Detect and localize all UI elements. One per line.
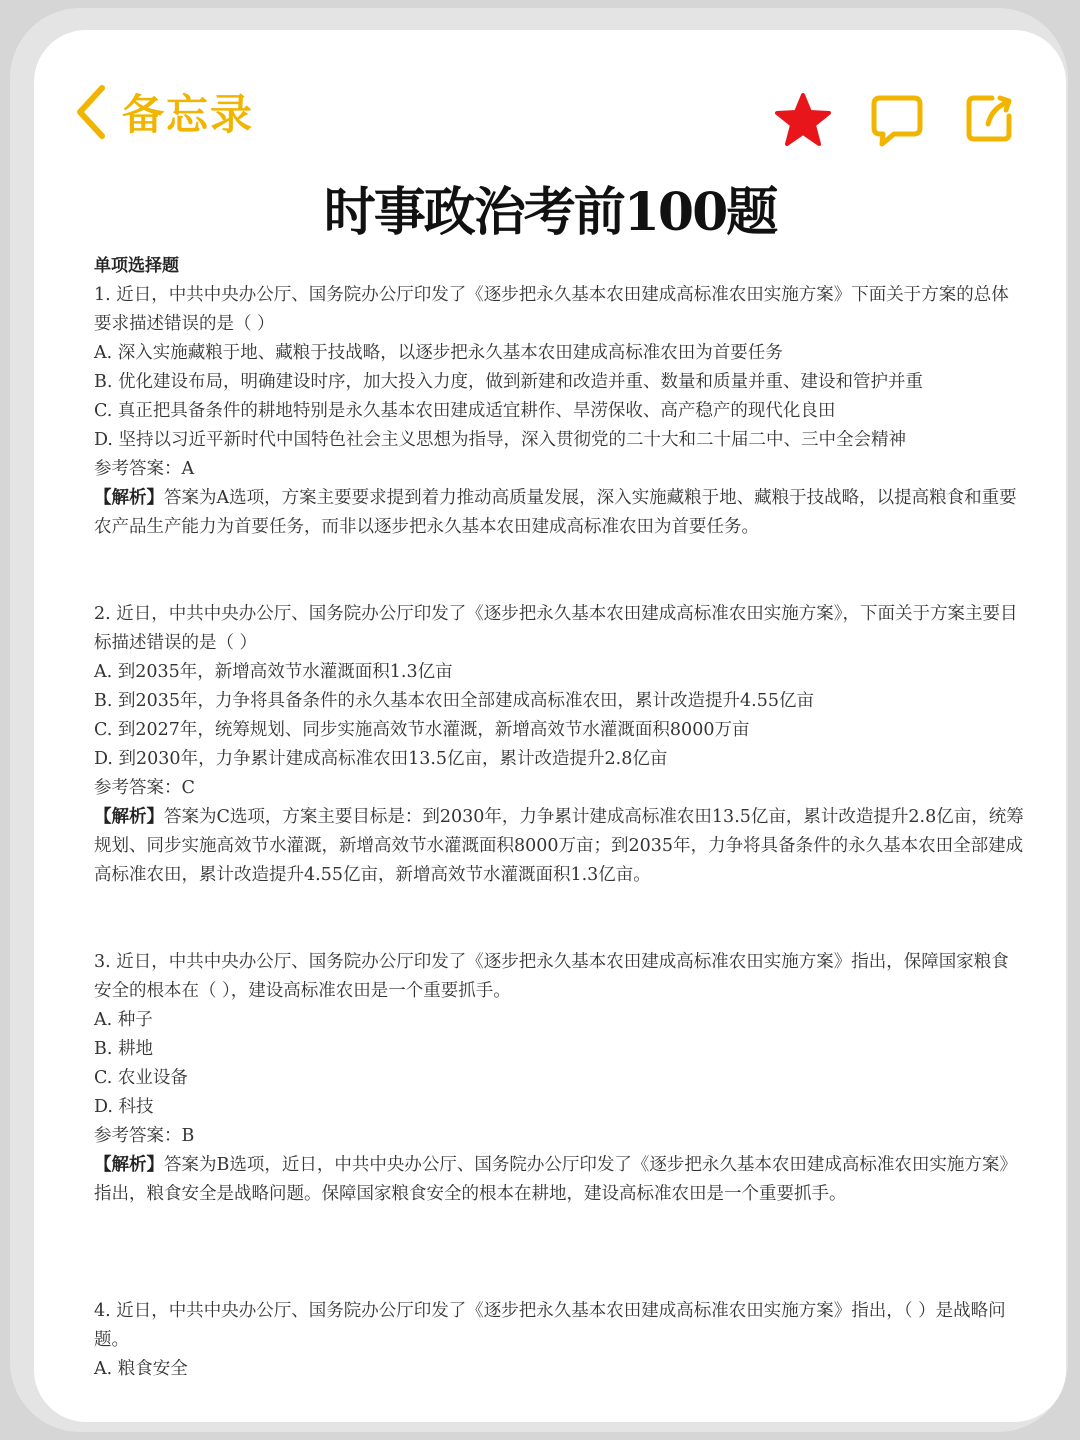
option: A. 深入实施藏粮于地、藏粮于技战略，以逐步把永久基本农田建成高标准农田为首要任务 xyxy=(94,343,783,363)
analysis-text: 答案为C选项，方案主要目标是：到2030年，力争累计建成高标准农田13.5亿亩，累计改造提升2.8亿亩，统筹规划、同步实施高效节水灌溉，新增高效节水灌溉面积8000万亩；到2035年，力争将具备条件的永久基本农田全部建成高标准农田，累计改造提升4.55亿亩，新增高效节水灌溉面积1.3亿亩。 xyxy=(94,807,1024,885)
device-frame xyxy=(10,8,1068,1432)
question-1 xyxy=(94,281,1024,542)
question-2 xyxy=(94,600,1024,890)
analysis xyxy=(94,803,1024,890)
question-stem: 3. 近日，中共中央办公厅、国务院办公厅印发了《逐步把永久基本农田建成高标准农田实施方案》指出，保障国家粮食安全的根本在（ ），建设高标准农田是一个重要抓手。 xyxy=(94,952,1009,1001)
comment-icon xyxy=(870,92,924,148)
question-stem: 2. 近日，中共中央办公厅、国务院办公厅印发了《逐步把永久基本农田建成高标准农田实施方案》，下面关于方案主要目标描述错误的是（ ） xyxy=(94,604,1018,653)
option: B. 耕地 xyxy=(94,1039,153,1059)
option: B. 优化建设布局，明确建设时序，加大投入力度，做到新建和改造并重、数量和质量并重、建设和管护并重 xyxy=(94,372,923,392)
analysis-tag: 【解析】 xyxy=(94,1155,164,1175)
favorite-button[interactable] xyxy=(774,92,832,152)
option: C. 到2027年，统筹规划、同步实施高效节水灌溉，新增高效节水灌溉面积8000万亩 xyxy=(94,720,750,740)
comment-button[interactable] xyxy=(870,92,924,152)
option: A. 到2035年，新增高效节水灌溉面积1.3亿亩 xyxy=(94,662,453,682)
memo-content xyxy=(94,252,1024,1384)
answer: 参考答案：B xyxy=(94,1126,195,1146)
option: C. 真正把具备条件的耕地特别是永久基本农田建成适宜耕作、旱涝保收、高产稳产的现代化良田 xyxy=(94,401,836,421)
answer: 参考答案：C xyxy=(94,778,195,798)
analysis xyxy=(94,484,1024,542)
analysis-tag: 【解析】 xyxy=(94,488,164,508)
analysis-text: 答案为B选项，近日，中共中央办公厅、国务院办公厅印发了《逐步把永久基本农田建成高标准农田实施方案》指出，粮食安全是战略问题。保障国家粮食安全的根本在耕地，建设高标准农田是一个重要抓手。 xyxy=(94,1155,1017,1204)
nav-bar xyxy=(34,30,1066,180)
share-button[interactable] xyxy=(964,92,1016,148)
question-stem: 1. 近日，中共中央办公厅、国务院办公厅印发了《逐步把永久基本农田建成高标准农田实施方案》下面关于方案的总体要求描述错误的是（ ） xyxy=(94,285,1009,334)
option: D. 到2030年，力争累计建成高标准农田13.5亿亩，累计改造提升2.8亿亩 xyxy=(94,749,668,769)
back-label: 备忘录 xyxy=(122,90,255,139)
analysis xyxy=(94,1151,1024,1209)
option: D. 科技 xyxy=(94,1097,154,1117)
question-stem: 4. 近日，中共中央办公厅、国务院办公厅印发了《逐步把永久基本农田建成高标准农田实施方案》指出，（ ）是战略问题。 xyxy=(94,1301,1006,1350)
section-heading: 单项选择题 xyxy=(94,256,179,276)
option: D. 坚持以习近平新时代中国特色社会主义思想为指导，深入贯彻党的二十大和二十届二中、三中全会精神 xyxy=(94,430,907,450)
option: B. 到2035年，力争将具备条件的永久基本农田全部建成高标准农田，累计改造提升4.55亿亩 xyxy=(94,691,814,711)
option: A. 种子 xyxy=(94,1010,153,1030)
back-chevron-icon xyxy=(74,84,108,140)
analysis-tag: 【解析】 xyxy=(94,807,164,827)
question-3 xyxy=(94,948,1024,1209)
star-icon xyxy=(774,92,832,148)
option: A. 粮食安全 xyxy=(94,1359,188,1379)
back-button[interactable] xyxy=(74,82,254,142)
page-title: 时事政治考前100题 xyxy=(323,182,777,243)
answer: 参考答案：A xyxy=(94,459,195,479)
question-4 xyxy=(94,1297,1024,1384)
edit-icon xyxy=(964,92,1016,144)
analysis-text: 答案为A选项，方案主要要求提到着力推动高质量发展，深入实施藏粮于地、藏粮于技战略，以提高粮食和重要农产品生产能力为首要任务，而非以逐步把永久基本农田建成高标准农田为首要任务。 xyxy=(94,488,1017,537)
memo-page xyxy=(34,30,1066,1422)
option: C. 农业设备 xyxy=(94,1068,188,1088)
